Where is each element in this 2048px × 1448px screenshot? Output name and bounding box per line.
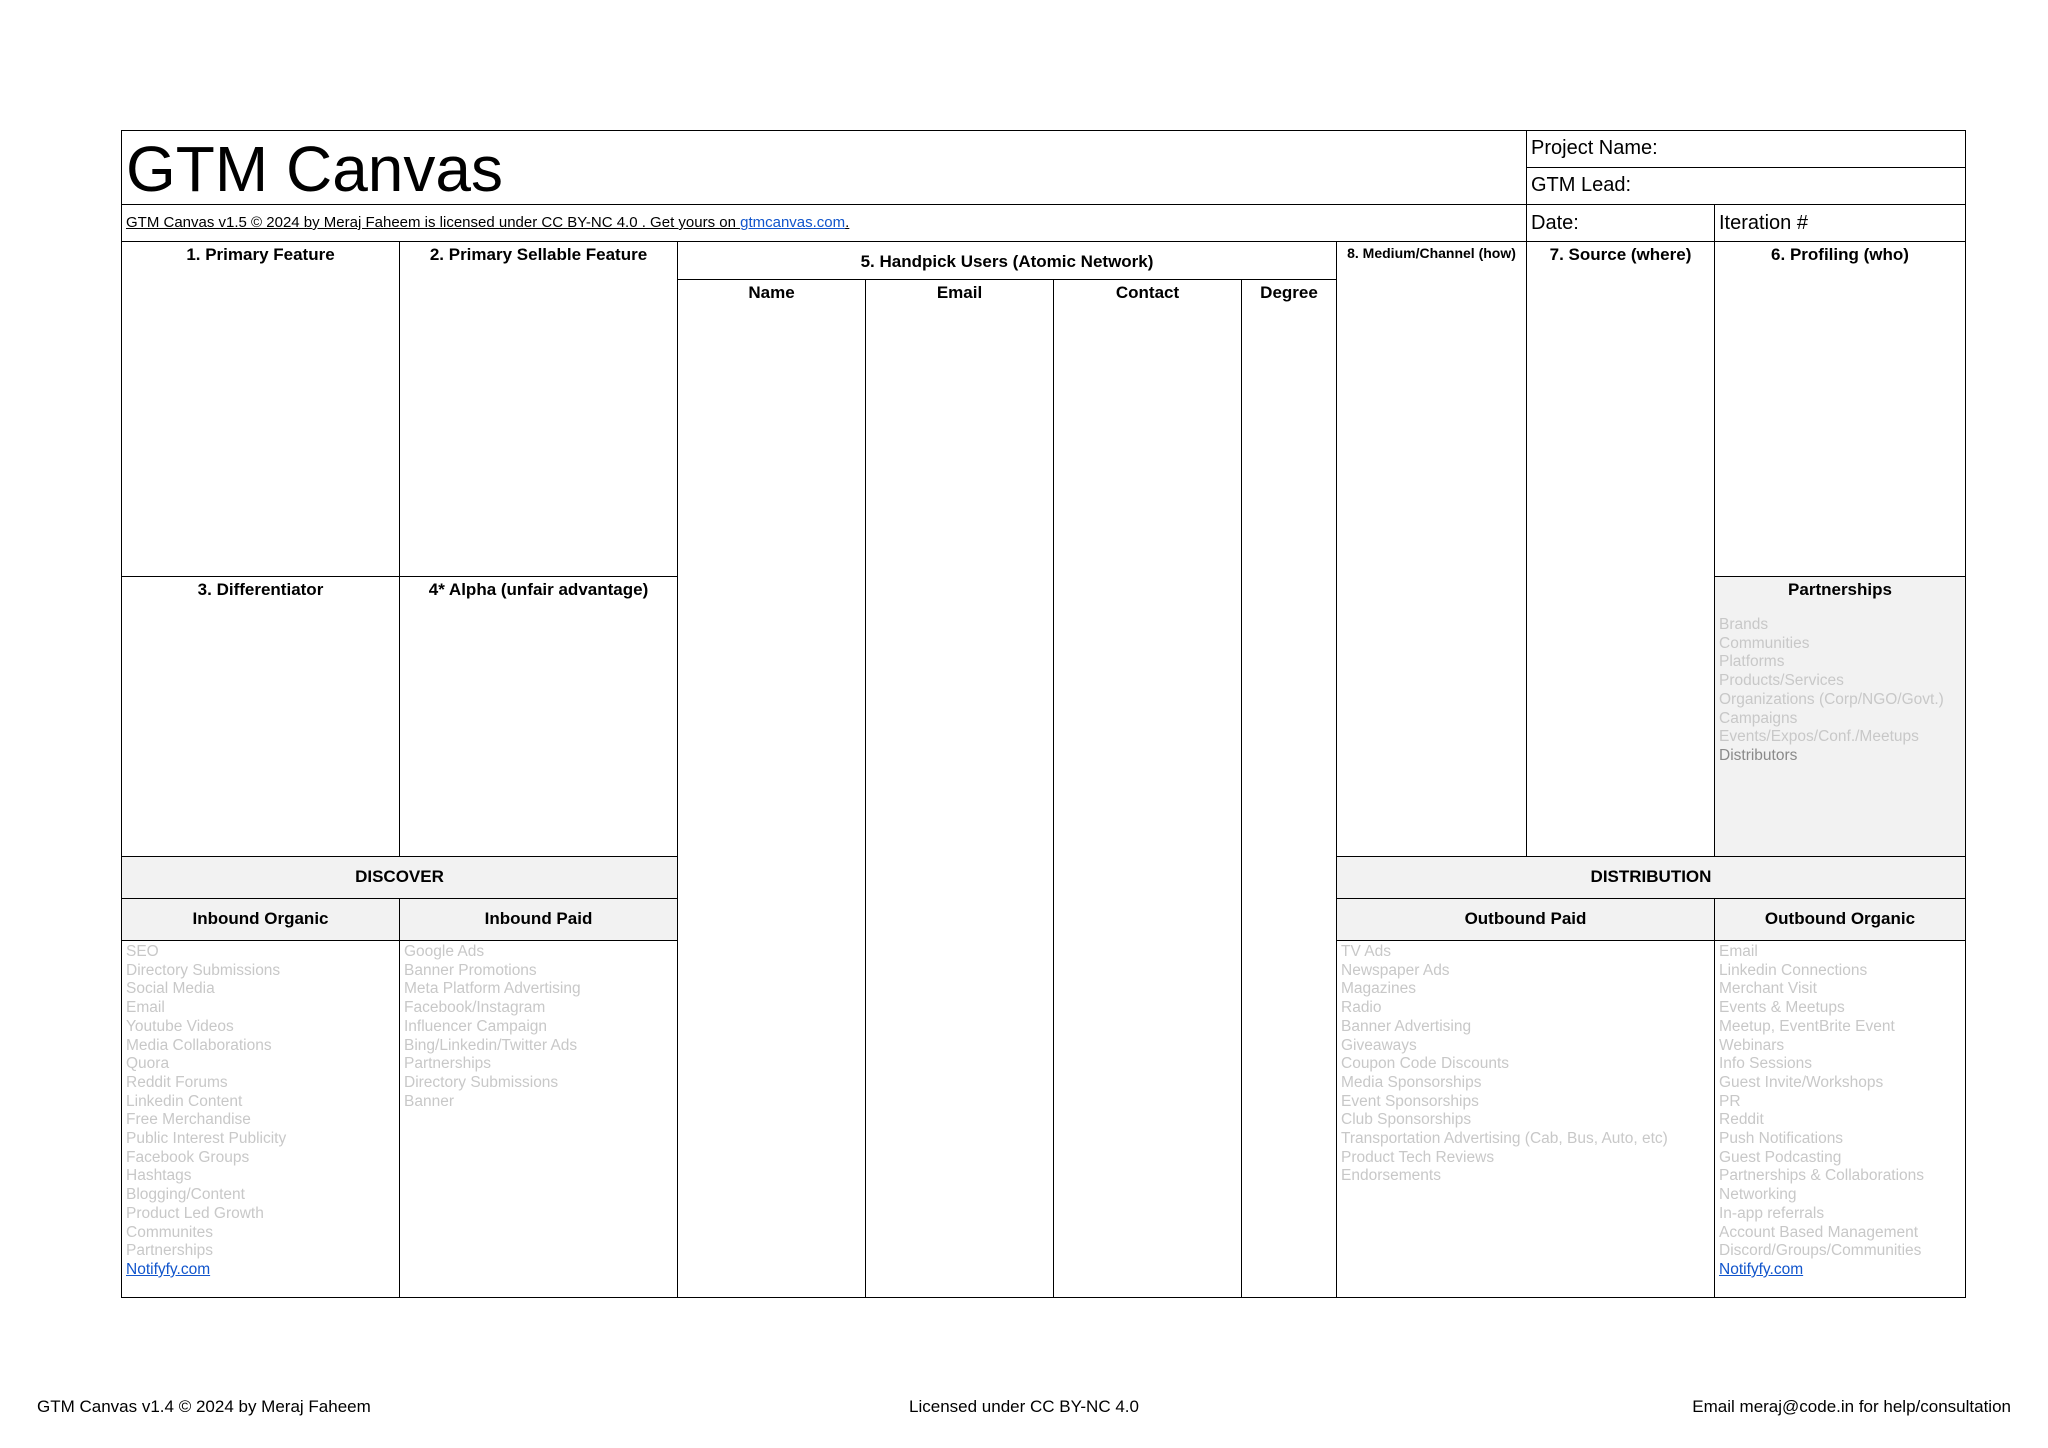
inbound-paid-heading: Inbound Paid — [484, 909, 593, 928]
primary-sellable-feature-box[interactable] — [399, 241, 678, 577]
list-item: SEO — [126, 943, 159, 960]
list-item: Partnerships & Collaborations — [1719, 1167, 1925, 1185]
medium-channel-heading: 8. Medium/Channel (how) — [1347, 245, 1516, 261]
license-text: GTM Canvas v1.5 © 2024 by Meraj Faheem is licensed under CC BY-NC 4.0 . Get yours on — [126, 214, 741, 231]
handpick-name-column[interactable] — [677, 279, 866, 1298]
list-item: Product Tech Reviews — [1341, 1148, 1495, 1166]
gtm-lead-field[interactable] — [1526, 167, 1966, 205]
license-period: . — [845, 214, 850, 231]
list-item: Product Led Growth — [126, 1204, 264, 1222]
list-item: Social Media — [126, 980, 215, 998]
list-item: Info Sessions — [1719, 1055, 1813, 1073]
partnerships-heading: Partnerships — [1788, 580, 1892, 599]
list-item: Partnerships — [404, 1055, 492, 1073]
discover-banner — [121, 856, 678, 899]
list-item: TV Ads — [1341, 943, 1391, 960]
inbound-paid-list — [400, 943, 677, 1111]
name-column-header: Name — [748, 283, 795, 302]
footer-right: Email meraj@code.in for help/consultation — [1692, 1397, 2011, 1416]
list-item: Account Based Management — [1719, 1223, 1919, 1241]
list-item: Events & Meetups — [1719, 999, 1845, 1017]
list-item: Merchant Visit — [1719, 980, 1817, 998]
medium-channel-box[interactable] — [1336, 241, 1527, 857]
project-name-label: Project Name: — [1531, 137, 1658, 159]
distribution-banner — [1336, 856, 1966, 899]
footer-center: Licensed under CC BY-NC 4.0 — [909, 1397, 1139, 1416]
footer-left: GTM Canvas v1.4 © 2024 by Meraj Faheem — [37, 1397, 371, 1416]
list-item: Products/Services — [1719, 672, 1844, 690]
list-item: Youtube Videos — [126, 1017, 234, 1035]
notifyfy-link-inbound[interactable]: Notifyfy.com — [126, 1260, 211, 1278]
list-item: Blogging/Content — [126, 1186, 245, 1204]
list-item: Media Collaborations — [126, 1036, 272, 1054]
distribution-heading: DISTRIBUTION — [1590, 867, 1712, 886]
list-item: Communities — [1719, 634, 1810, 652]
canvas-title-cell — [121, 130, 1527, 205]
discover-heading: DISCOVER — [355, 867, 444, 886]
inbound-organic-list — [122, 943, 399, 1280]
list-item: Facebook/Instagram — [404, 999, 546, 1017]
list-item: Platforms — [1719, 653, 1785, 671]
outbound-paid-heading: Outbound Paid — [1464, 909, 1587, 928]
list-item: Free Merchandise — [126, 1111, 251, 1129]
list-item: Discord/Groups/Communities — [1719, 1242, 1922, 1260]
gtmcanvas-link[interactable]: gtmcanvas.com — [740, 214, 846, 231]
list-item: Campaigns — [1719, 709, 1798, 727]
list-item: Newspaper Ads — [1341, 961, 1450, 979]
inbound-paid-box[interactable] — [399, 940, 678, 1298]
profiling-heading: 6. Profiling (who) — [1771, 245, 1909, 264]
outbound-paid-box[interactable] — [1336, 940, 1715, 1298]
list-item: Club Sponsorships — [1341, 1111, 1472, 1129]
partnerships-list — [1715, 616, 1965, 766]
list-item: Meetup, EventBrite Event — [1719, 1017, 1895, 1035]
inbound-organic-heading: Inbound Organic — [192, 909, 329, 928]
list-item: Media Sponsorships — [1341, 1073, 1482, 1091]
list-item: Events/Expos/Conf./Meetups — [1719, 728, 1919, 746]
list-item: Organizations (Corp/NGO/Govt.) — [1719, 690, 1944, 708]
outbound-paid-list — [1337, 943, 1714, 1186]
list-item: Directory Submissions — [404, 1073, 559, 1091]
source-box[interactable] — [1526, 241, 1715, 857]
outbound-organic-box[interactable] — [1714, 940, 1966, 1298]
iteration-field[interactable] — [1714, 204, 1966, 242]
list-item: Networking — [1719, 1186, 1797, 1204]
primary-feature-heading: 1. Primary Feature — [186, 245, 335, 264]
list-item: PR — [1719, 1092, 1741, 1110]
iteration-label: Iteration # — [1719, 212, 1808, 234]
list-item: Meta Platform Advertising — [404, 980, 581, 998]
project-name-field[interactable] — [1526, 130, 1966, 168]
list-item: Linkedin Content — [126, 1092, 243, 1110]
list-item: Influencer Campaign — [404, 1017, 548, 1035]
list-item: Transportation Advertising (Cab, Bus, Auto, etc) — [1341, 1130, 1668, 1148]
degree-column-header: Degree — [1260, 283, 1318, 302]
list-item: Coupon Code Discounts — [1341, 1055, 1510, 1073]
list-item: Banner Promotions — [404, 961, 537, 979]
list-item: Brands — [1719, 616, 1769, 633]
outbound-paid-header — [1336, 898, 1715, 941]
list-item: Partnerships — [126, 1242, 214, 1260]
list-item: Endorsements — [1341, 1167, 1441, 1185]
list-item: In-app referrals — [1719, 1204, 1825, 1222]
outbound-organic-header — [1714, 898, 1966, 941]
handpick-email-column[interactable] — [865, 279, 1054, 1298]
outbound-organic-list — [1715, 943, 1965, 1280]
outbound-organic-heading: Outbound Organic — [1764, 909, 1916, 928]
profiling-box[interactable] — [1714, 241, 1966, 577]
list-item: Public Interest Publicity — [126, 1130, 287, 1148]
list-item: Banner — [404, 1092, 454, 1110]
list-item: Google Ads — [404, 943, 485, 960]
list-item: Linkedin Connections — [1719, 961, 1868, 979]
inbound-organic-box[interactable] — [121, 940, 400, 1298]
list-item: Distributors — [1719, 746, 1798, 764]
list-item: Bing/Linkedin/Twitter Ads — [404, 1036, 578, 1054]
inbound-organic-header — [121, 898, 400, 941]
page-title: GTM Canvas — [126, 133, 503, 205]
handpick-contact-column[interactable] — [1053, 279, 1242, 1298]
handpick-users-header — [677, 241, 1337, 280]
list-item: Radio — [1341, 999, 1382, 1017]
list-item: Reddit — [1719, 1111, 1764, 1129]
notifyfy-link-outbound[interactable]: Notifyfy.com — [1719, 1260, 1804, 1278]
list-item: Email — [1719, 943, 1758, 960]
list-item: Reddit Forums — [126, 1073, 228, 1091]
email-column-header: Email — [936, 283, 983, 302]
date-label: Date: — [1531, 212, 1579, 234]
list-item: Push Notifications — [1719, 1130, 1844, 1148]
inbound-paid-header — [399, 898, 678, 941]
source-heading: 7. Source (where) — [1549, 245, 1692, 264]
list-item: Facebook Groups — [126, 1148, 250, 1166]
differentiator-heading: 3. Differentiator — [197, 580, 324, 599]
differentiator-box[interactable] — [121, 576, 400, 857]
list-item: Communites — [126, 1223, 213, 1241]
alpha-heading: 4* Alpha (unfair advantage) — [428, 580, 649, 599]
license-line — [121, 204, 1527, 242]
list-item: Guest Invite/Workshops — [1719, 1073, 1884, 1091]
primary-feature-box[interactable] — [121, 241, 400, 577]
handpick-degree-column[interactable] — [1241, 279, 1337, 1298]
alpha-box[interactable] — [399, 576, 678, 857]
list-item: Guest Podcasting — [1719, 1148, 1842, 1166]
partnerships-box[interactable] — [1714, 576, 1966, 857]
contact-column-header: Contact — [1115, 283, 1180, 302]
list-item: Banner Advertising — [1341, 1017, 1472, 1035]
list-item: Webinars — [1719, 1036, 1785, 1054]
primary-sellable-feature-heading: 2. Primary Sellable Feature — [429, 245, 648, 264]
list-item: Event Sponsorships — [1341, 1092, 1479, 1110]
handpick-users-heading: 5. Handpick Users (Atomic Network) — [860, 252, 1154, 271]
date-field[interactable] — [1526, 204, 1715, 242]
gtm-lead-label: GTM Lead: — [1531, 174, 1632, 196]
list-item: Quora — [126, 1055, 170, 1073]
list-item: Email — [126, 999, 165, 1017]
list-item: Giveaways — [1341, 1036, 1417, 1054]
list-item: Hashtags — [126, 1167, 192, 1185]
list-item: Directory Submissions — [126, 961, 281, 979]
list-item: Magazines — [1341, 980, 1416, 998]
